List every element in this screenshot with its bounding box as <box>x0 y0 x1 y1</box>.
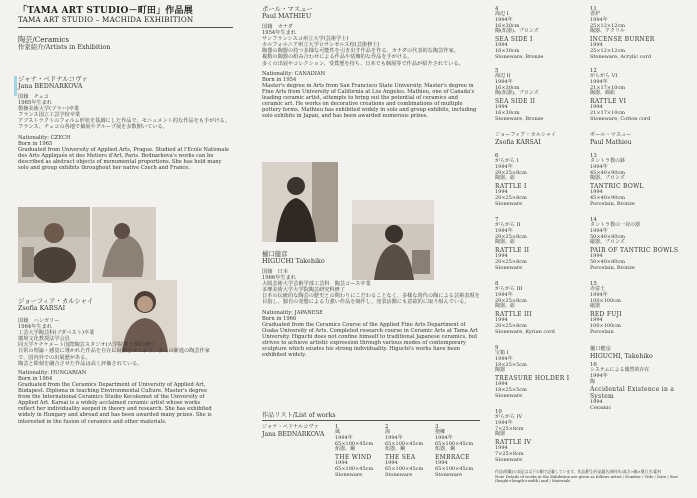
work-title-jp: タントラ教の一対の器 <box>590 222 641 228</box>
work-material: Stoneware <box>385 471 413 478</box>
work-number: 2 <box>385 424 389 430</box>
artist-karsai <box>18 298 110 315</box>
work-material-jp: 磁器、ブロンズ <box>590 239 625 246</box>
work-size-jp: 20×25×8cm <box>495 169 527 176</box>
work-title-jp: がらがら VI <box>590 73 618 79</box>
work-material: Stoneware, Bronze <box>495 53 544 60</box>
work-year: 1994 <box>590 104 603 111</box>
work-size-jp: 45×40×90cm <box>590 169 626 176</box>
work-entry <box>590 217 690 272</box>
work-title-jp: 宝箱 I <box>495 350 509 356</box>
work-number: 8 <box>495 281 499 287</box>
work-size-jp: 21×17×10cm <box>590 84 626 91</box>
work-title-en: TREASURE HOLDER I <box>495 375 570 383</box>
work-entry <box>590 281 690 336</box>
work-number: 6 <box>495 153 499 159</box>
work-material-jp: 陶 <box>590 378 596 385</box>
work-year-jp: 1994年 <box>495 291 513 298</box>
work-title-en: Accidental Existence in a System <box>590 386 675 401</box>
work-year-jp: 1994年 <box>495 78 513 85</box>
works-artist-mathieu <box>590 132 680 146</box>
work-year: 1994 <box>495 189 508 196</box>
work-number: 11 <box>590 6 597 12</box>
footnote-en: Note Details of works in the Exhibition are given as follows Artist / Number / Title / Date / Size (height×length×width) and / Materials <box>495 473 678 484</box>
work-size: 20×25×8cm <box>495 258 527 265</box>
work-title-en: RED FUJI <box>590 311 622 319</box>
work-title-en: THE SEA <box>385 454 416 462</box>
work-entry <box>495 68 580 123</box>
work-material-jp: 陶(炻器)、ブロンズ <box>495 28 539 35</box>
work-year-jp: 1994年 <box>590 78 608 85</box>
work-year: 1994 <box>495 317 508 324</box>
bio: Graduated from University of Applied Arts, Prague. Studied at l'Ecole Nationale des Arts Appliqués et des Metiers d'Art, Paris. Bednarkova's works can be described as abstract objects of monumental proportions. She has held many solo and group exhibits throughout her native Czech and France. <box>18 146 230 172</box>
work-size: 18×25×5cm <box>495 386 527 393</box>
work-size-jp: 18×25×5cm <box>495 361 527 368</box>
born: Born in 1954 <box>262 76 297 83</box>
born: Born in 1966 <box>262 315 297 322</box>
nationality: Nationality: HUNGARIAN <box>18 369 87 376</box>
work-entry <box>590 362 690 412</box>
artist-karsai-text <box>18 318 218 425</box>
nationality: Nationality: CZECH <box>18 134 71 141</box>
work-material: Stoneware, Kyrian cord <box>495 328 555 335</box>
work-title-jp: システムによる偶然的存在 <box>590 367 650 373</box>
work-title-jp: 海 <box>385 429 391 435</box>
work-entry <box>435 424 483 479</box>
bio: Graduated from the Ceramics Course of the Applied Fine Arts Department of Osaka University of Arts. Completed research course in Ceramic Arts at Tama Art University. Higuchi does not confine himself to traditional Japanese ceramics, but strives to achieve artistic expression through various modes of contemporary sculpture which exudes his strong individuality. Higuchi's works have been exhibited widely. <box>262 321 478 359</box>
work-size-jp: 50×40×80cm <box>590 233 626 240</box>
work-year-jp: 1994年 <box>495 419 513 426</box>
work-size: 20×25×8cm <box>495 194 527 201</box>
section-title: 陶芸/Ceramics <box>18 35 70 44</box>
work-number: 10 <box>495 409 502 415</box>
work-year: 1994 <box>495 381 508 388</box>
work-year-jp: 1994年 <box>590 227 608 234</box>
work-entry <box>590 153 690 208</box>
work-material-jp: 炻器、鋼 <box>385 446 406 453</box>
born: Born in 1964 <box>18 375 53 382</box>
artist-higuchi <box>262 251 480 358</box>
work-number: 3 <box>435 424 439 430</box>
jp-line: フランス、チェコの各地で個展やグループ展を多数開いている。 <box>18 124 168 131</box>
work-title-en: EMBRACE <box>435 454 470 462</box>
work-title-jp: がらがら I <box>495 158 519 164</box>
work-material: Stoneware, Bronze <box>495 115 544 122</box>
work-size-jp: 20×25×8cm <box>495 233 527 240</box>
work-entry <box>335 424 383 479</box>
work-number: 14 <box>590 217 597 223</box>
work-material: Porcelain <box>590 328 614 335</box>
work-year-jp: 1994年 <box>495 227 513 234</box>
work-size-jp: 20×25×8cm <box>495 297 527 304</box>
artist-name-en: HIGUCHI Takehiko <box>262 257 325 265</box>
work-material-jp: 陶器、アクリル <box>590 28 625 35</box>
work-title-en: SEA SIDE II <box>495 98 536 106</box>
work-year: 1994 <box>590 399 603 406</box>
work-material-jp: 炻器、鋼 <box>435 446 456 453</box>
jp-line: 大阪芸術大学芸術学部工芸科 陶芸コース卒業 <box>262 281 371 288</box>
artist-name-jp: ジョーフィア・カルシャイ <box>18 297 94 305</box>
work-material-jp: 陶器、紐 <box>495 175 516 182</box>
artist-name-en: Zsofia KARSAI <box>495 139 541 146</box>
work-entry <box>495 153 580 208</box>
work-title-en: THE WIND <box>335 454 372 462</box>
work-title-jp: 抱擁 <box>435 429 446 435</box>
work-year-jp: 1994年 <box>590 163 608 170</box>
work-entry <box>495 345 580 400</box>
work-title-jp: がらがら II <box>495 222 521 228</box>
work-size: 7×25×8cm <box>495 450 524 457</box>
artist-mathieu <box>262 6 480 119</box>
jp-line: 同大学ケチケメート国際陶芸スタジオ(大学院博士課程)修了 <box>18 342 157 349</box>
work-size-jp: 100×100cm <box>590 297 621 304</box>
work-number: 12 <box>590 68 597 74</box>
work-year-jp: 1994年 <box>495 16 513 23</box>
work-size-jp: 65×100×45cm <box>435 440 474 447</box>
bio: Master's degree in Arts from San Francisco State University. Master's degree in Fine Arts from University of California at Los Angeles. Mathieu, one of Canada's leading ceramic artist, attempts to bring out the potential of ceramics and ceramic art. He works on decorative creations and combinations of multiple pottery forms. Mathieu has exhibited widely in solo and group exhibits, including solo exhibits in Japan, and has been awarded numerous prizes. <box>262 82 477 120</box>
work-size: 65×100×45cm <box>385 465 424 472</box>
work-title-en: SEA SIDE I <box>495 36 533 44</box>
work-title-en: RATTLE II <box>495 247 530 255</box>
work-number: 9 <box>495 345 499 351</box>
work-title-en: PAIR OF TANTRIC BOWLS <box>590 247 679 255</box>
portrait-image <box>262 162 338 242</box>
jp-line: 多摩美術大学大学院陶芸研究科修了 <box>262 287 346 294</box>
work-entry <box>495 217 580 272</box>
work-number: 5 <box>495 68 499 74</box>
work-material-jp: 陶器、綿紐 <box>590 90 616 97</box>
jp-line: 日本の伝統的な陶芸の歴史との関わりにこだわることなく、多様な現代の陶による芸術表現を目指し、独自の発想による力強い作品を制作し、発表活動にも意欲的に取り組んでいる。 <box>262 293 480 306</box>
jp-line: 国籍 ハンガリー <box>18 318 60 324</box>
jp-line: アブストラクトのフォルム形状を基調にした作品で、モニュメント的な作品をも手がける。 <box>18 118 230 125</box>
work-title-en: RATTLE III <box>495 311 533 319</box>
artist-name-jp: ポール・マスュー <box>590 132 632 138</box>
artist-name-jp: ジョーフィア・カルシャイ <box>495 132 557 138</box>
work-title-jp: 海辺 I <box>495 11 509 17</box>
nationality: Nationality: CANADIAN <box>262 70 326 77</box>
work-year: 1994 <box>590 189 603 196</box>
work-material: Stoneware <box>335 471 363 478</box>
jp-line: 1964年生まれ <box>18 324 52 331</box>
work-title-en: RATTLE IV <box>495 439 532 447</box>
artist-name-jp: 樋口健彦 <box>590 346 611 352</box>
work-year-jp: 1994年 <box>385 434 403 441</box>
jp-line: 複数の陶器の組み合わせによる作品や装飾的な作品を手がける。 <box>262 54 413 61</box>
works-heading: 作品リスト/List of works <box>262 412 336 419</box>
work-title-jp: 風 <box>335 429 341 435</box>
work-year-jp: 1994年 <box>590 372 608 379</box>
work-number: 4 <box>495 6 499 12</box>
works-artist-karsai <box>495 132 575 146</box>
work-material-jp: 陶器、紐 <box>495 303 516 310</box>
work-size: 16×30cm <box>495 47 520 54</box>
artist-name-jp: ジャナ・ベドナルコヴァ <box>18 75 88 83</box>
work-material-jp: 陶器、紐 <box>495 239 516 246</box>
work-year-jp: 1994年 <box>495 355 513 362</box>
highlight-mark <box>14 76 17 96</box>
jp-line: 工芸大学陶芸科(ブダペスト)卒業 <box>18 330 95 337</box>
work-year-jp: 1994年 <box>495 163 513 170</box>
title-jp: 「TAMA ART STUDIO－町田」作品展 <box>18 6 193 16</box>
work-material: Stoneware, Cotton cord <box>590 115 651 122</box>
work-number: 15 <box>590 281 597 287</box>
jp-line: フランス国立工芸学校卒業 <box>18 112 81 119</box>
jp-line: 国籍 カナダ <box>262 24 293 30</box>
jp-line: 陶芸と彫刻を融合させた作品は高く評価されている。 <box>18 360 143 367</box>
photo-bednarkova-work <box>92 207 156 283</box>
work-material-jp: 陶(炻器)、ブロンズ <box>495 90 539 97</box>
work-size-jp: 25×12×12cm <box>590 22 626 29</box>
work-material-jp: 陶器 <box>495 367 506 374</box>
work-material: Ceramic <box>590 405 612 412</box>
jp-line: 国籍 日本 <box>262 269 288 275</box>
artist-name-en: Paul Mathieu <box>590 139 632 146</box>
column-1 <box>18 6 233 52</box>
title-en: TAMA ART STUDIO – MACHIDA EXHIBITION <box>18 15 194 24</box>
footnote-jp: 作品(掲載)の表記は以下の順で記載しています。作品番号/作品題名/制作年/高さ×幅×奥行き/素材 <box>495 469 662 474</box>
works-artist-bednarkova <box>262 424 332 438</box>
work-number: 1 <box>335 424 339 430</box>
works-artist-higuchi <box>590 346 690 360</box>
work-size: 16×30cm <box>495 109 520 116</box>
work-material: Stoneware <box>495 200 523 207</box>
work-image <box>92 207 156 283</box>
works-rule <box>262 420 480 421</box>
work-entry <box>495 6 580 61</box>
work-title-en: RATTLE VI <box>590 98 627 106</box>
jp-line: 国籍 チェコ <box>18 94 49 100</box>
work-year: 1994 <box>335 460 348 467</box>
photo-bednarkova <box>18 207 90 283</box>
work-size: 21×17×10cm <box>590 109 626 116</box>
work-material-jp: 磁器 <box>590 303 601 310</box>
jp-line: 1966年生まれ <box>262 275 296 282</box>
work-title-jp: 香炉 <box>590 11 601 17</box>
work-material: Stoneware <box>495 456 523 463</box>
artist-name-en: HIGUCHI, Takehiko <box>590 353 653 360</box>
artist-name-jp: ポール・マスュー <box>262 5 313 13</box>
born: Born in 1965 <box>18 140 53 147</box>
work-year: 1994 <box>590 42 603 49</box>
artist-name-en: Zsofia KARSAI <box>18 304 66 312</box>
work-size: 20×25×8cm <box>495 322 527 329</box>
work-year: 1994 <box>590 253 603 260</box>
work-number: 13 <box>590 153 597 159</box>
work-title-jp: がらがら III <box>495 286 523 292</box>
work-year-jp: 1994年 <box>435 434 453 441</box>
work-material: Stoneware, Acrylic cord <box>590 53 652 60</box>
artist-bednarkova <box>18 76 233 171</box>
jp-line: 製操美術大学(プラハ)卒業 <box>18 106 80 113</box>
work-year-jp: 1994年 <box>335 434 353 441</box>
work-title-en: INCENSE BURNER <box>590 36 655 44</box>
work-size-jp: 7×25×8cm <box>495 425 524 432</box>
work-size: 100×100cm <box>590 322 621 329</box>
work-year: 1994 <box>385 460 398 467</box>
work-year: 1994 <box>590 317 603 324</box>
work-size-jp: 65×100×45cm <box>335 440 374 447</box>
artist-name-en: Jana BEDNARKOVA <box>262 431 325 438</box>
work-year-jp: 1994年 <box>590 16 608 23</box>
nationality: Nationality: JAPANESE <box>262 309 323 316</box>
work-size: 50×40×80cm <box>590 258 626 265</box>
work-material-jp: 炻器、鋼 <box>335 446 356 453</box>
jp-line: 1954年生まれ <box>262 30 296 37</box>
work-size: 25×12×12cm <box>590 47 626 54</box>
work-title-jp: がらがら IV <box>495 414 523 420</box>
work-title-en: RATTLE I <box>495 183 527 191</box>
work-entry <box>590 6 690 61</box>
section-subtitle: 作家紹介/Artists in Exhibition <box>18 43 111 51</box>
artist-name-jp: ジャナ・ベドナルコヴァ <box>262 424 319 430</box>
work-entry <box>495 409 580 464</box>
work-year-jp: 1994年 <box>590 291 608 298</box>
portrait-image <box>18 207 90 283</box>
work-size-jp: 16×30cm <box>495 22 520 29</box>
artist-name-en: Jana BEDNARKOVA <box>18 82 83 90</box>
work-year: 1994 <box>495 253 508 260</box>
work-entry <box>495 281 580 336</box>
jp-line: 日常の理論・感覚に導かれた作品を自在に展開させており、多くの新進の陶芸作家で、国内外での出展歴がある。 <box>18 348 210 361</box>
jp-line: 陶器の陶器の持つ多様な可能性を引き出す作品を作る、カナダの代表的な陶芸作家。 <box>262 48 459 55</box>
work-material-jp: 陶器、ブロンズ <box>590 175 625 182</box>
artist-name-jp: 樋口健彦 <box>262 250 288 258</box>
photo-mathieu <box>262 162 338 242</box>
work-number: 16 <box>590 362 597 368</box>
work-entry <box>590 68 690 123</box>
work-title-jp: 赤富士 <box>590 286 606 292</box>
work-year: 1994 <box>435 460 448 467</box>
work-size-jp: 16×30cm <box>495 84 520 91</box>
jp-line: サンフランシスコ州立大学(芸術学士) <box>262 36 349 43</box>
jp-line: 多くの出展やコレクション、受賞歴を持ち、日本でも個展等で作品が紹介されている。 <box>262 60 464 67</box>
work-material: Stoneware <box>495 392 523 399</box>
work-size-jp: 65×100×45cm <box>385 440 424 447</box>
work-year: 1994 <box>495 445 508 452</box>
work-material: Porcelain, Bronze <box>590 200 635 207</box>
work-size: 65×100×45cm <box>335 465 374 472</box>
header-rule <box>18 27 233 28</box>
work-title-jp: タントラ教の鉢 <box>590 158 626 164</box>
jp-line: カルフォルニア州立大学ロサンゼルス校(芸術修士) <box>262 42 380 49</box>
work-title-en: TANTRIC BOWL <box>590 183 644 191</box>
work-material: Porcelain, Bronze <box>590 264 635 271</box>
bio: Graduated from the Ceramics Department of University of Applied Art, Budapest. Diploma in teaching Environmental Culture. Master's degree from the International Ceramics Studio Kecskemet of the University of Applied Art. Karsai is a widely acclaimed ceramic artist whose works reflect her individuality seeped in theory and research. She has exhibited widely in Hungary and abroad and has been awarded many prizes. She is interested in the fusion of ceramics and other materials. <box>18 381 212 425</box>
work-year: 1994 <box>495 42 508 49</box>
work-size: 65×100×45cm <box>435 465 474 472</box>
work-title-jp: 海辺 II <box>495 73 511 79</box>
jp-line: 環境文化教授法学会員 <box>18 336 70 343</box>
work-material: Stoneware <box>435 471 463 478</box>
work-material: Stoneware <box>495 264 523 271</box>
footnote <box>495 470 690 484</box>
work-year: 1994 <box>495 104 508 111</box>
work-number: 7 <box>495 217 499 223</box>
artist-name-en: Paul MATHIEU <box>262 12 312 20</box>
work-size: 45×40×90cm <box>590 194 626 201</box>
work-entry <box>385 424 433 479</box>
work-material-jp: 陶器 <box>495 431 506 438</box>
jp-line: 1965年生まれ <box>18 100 52 107</box>
